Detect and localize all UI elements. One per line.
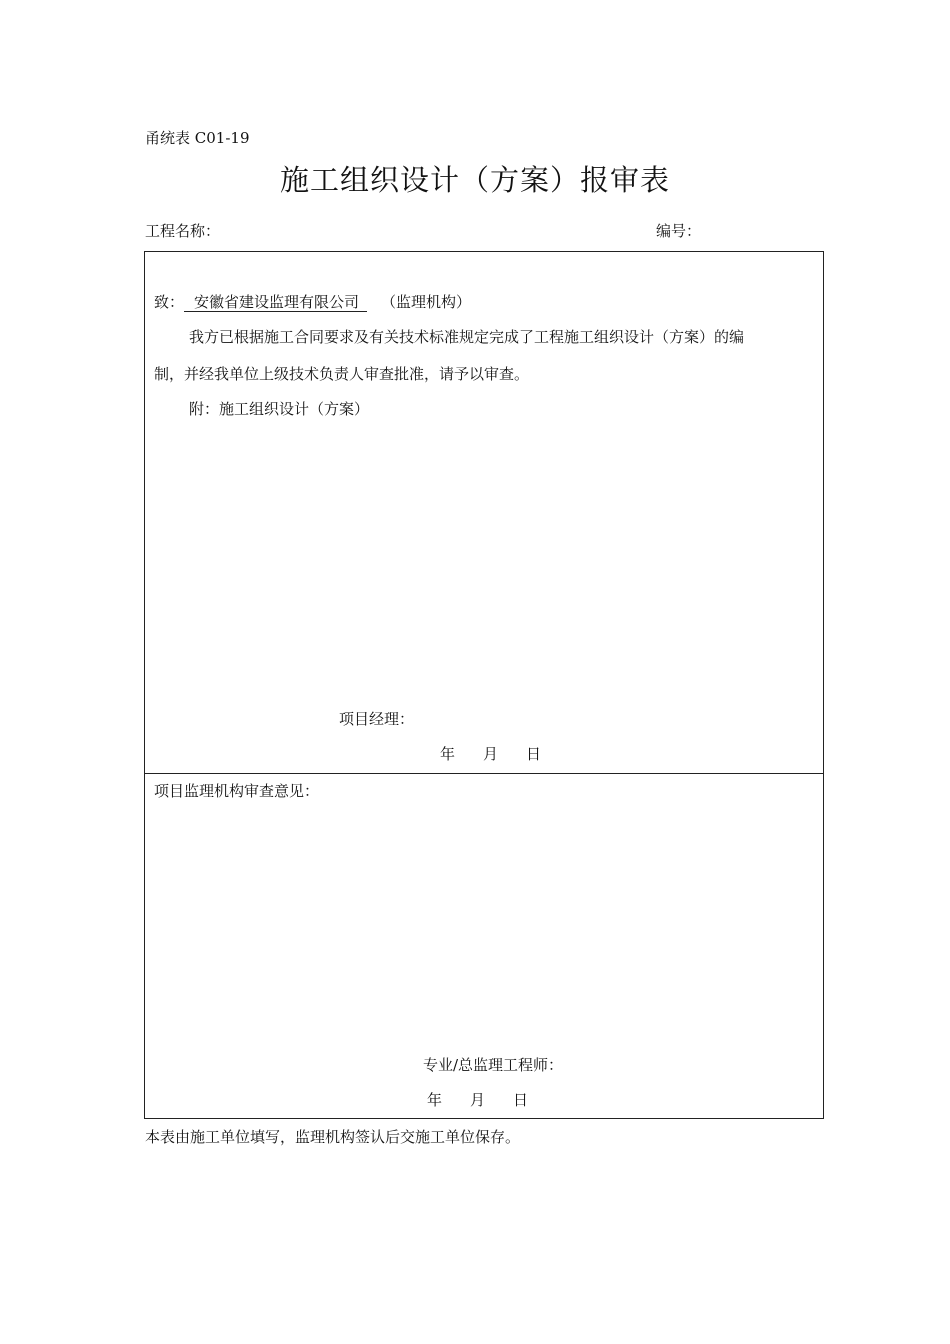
chief-engineer-signature-label: 专业/总监理工程师： xyxy=(423,1056,564,1074)
application-text-line-2: 制，并经我单位上级技术负责人审查批准，请予以审查。 xyxy=(154,365,530,383)
project-name-label: 工程名称： xyxy=(145,222,221,240)
date-month: 月 xyxy=(470,1091,486,1109)
application-text-line-1: 我方已根据施工合同要求及有关技术标准规定完成了工程施工组织设计（方案）的编 xyxy=(189,328,745,346)
addressee-label: 致： xyxy=(154,293,185,311)
footer-note: 本表由施工单位填写，监理机构签认后交施工单位保存。 xyxy=(145,1128,521,1146)
supervisor-suffix: （监理机构） xyxy=(381,293,472,311)
date-day: 日 xyxy=(513,1091,529,1109)
section-divider xyxy=(145,773,823,774)
date-month: 月 xyxy=(483,745,499,763)
page-title: 施工组织设计（方案）报审表 xyxy=(279,163,670,197)
form-table xyxy=(144,251,824,1119)
application-date xyxy=(440,743,541,764)
addressee-line xyxy=(154,291,471,312)
date-day: 日 xyxy=(526,745,542,763)
attachment-note: 附：施工组织设计（方案） xyxy=(189,400,370,418)
form-code: 甬统表 C01-19 xyxy=(145,129,250,147)
date-year: 年 xyxy=(427,1091,443,1109)
review-date xyxy=(427,1089,528,1110)
date-year: 年 xyxy=(440,745,456,763)
serial-number-label: 编号： xyxy=(656,222,702,240)
supervisor-company: 安徽省建设监理有限公司 xyxy=(184,294,367,312)
review-opinion-label: 项目监理机构审查意见： xyxy=(154,782,320,800)
project-manager-signature-label: 项目经理： xyxy=(339,710,415,728)
